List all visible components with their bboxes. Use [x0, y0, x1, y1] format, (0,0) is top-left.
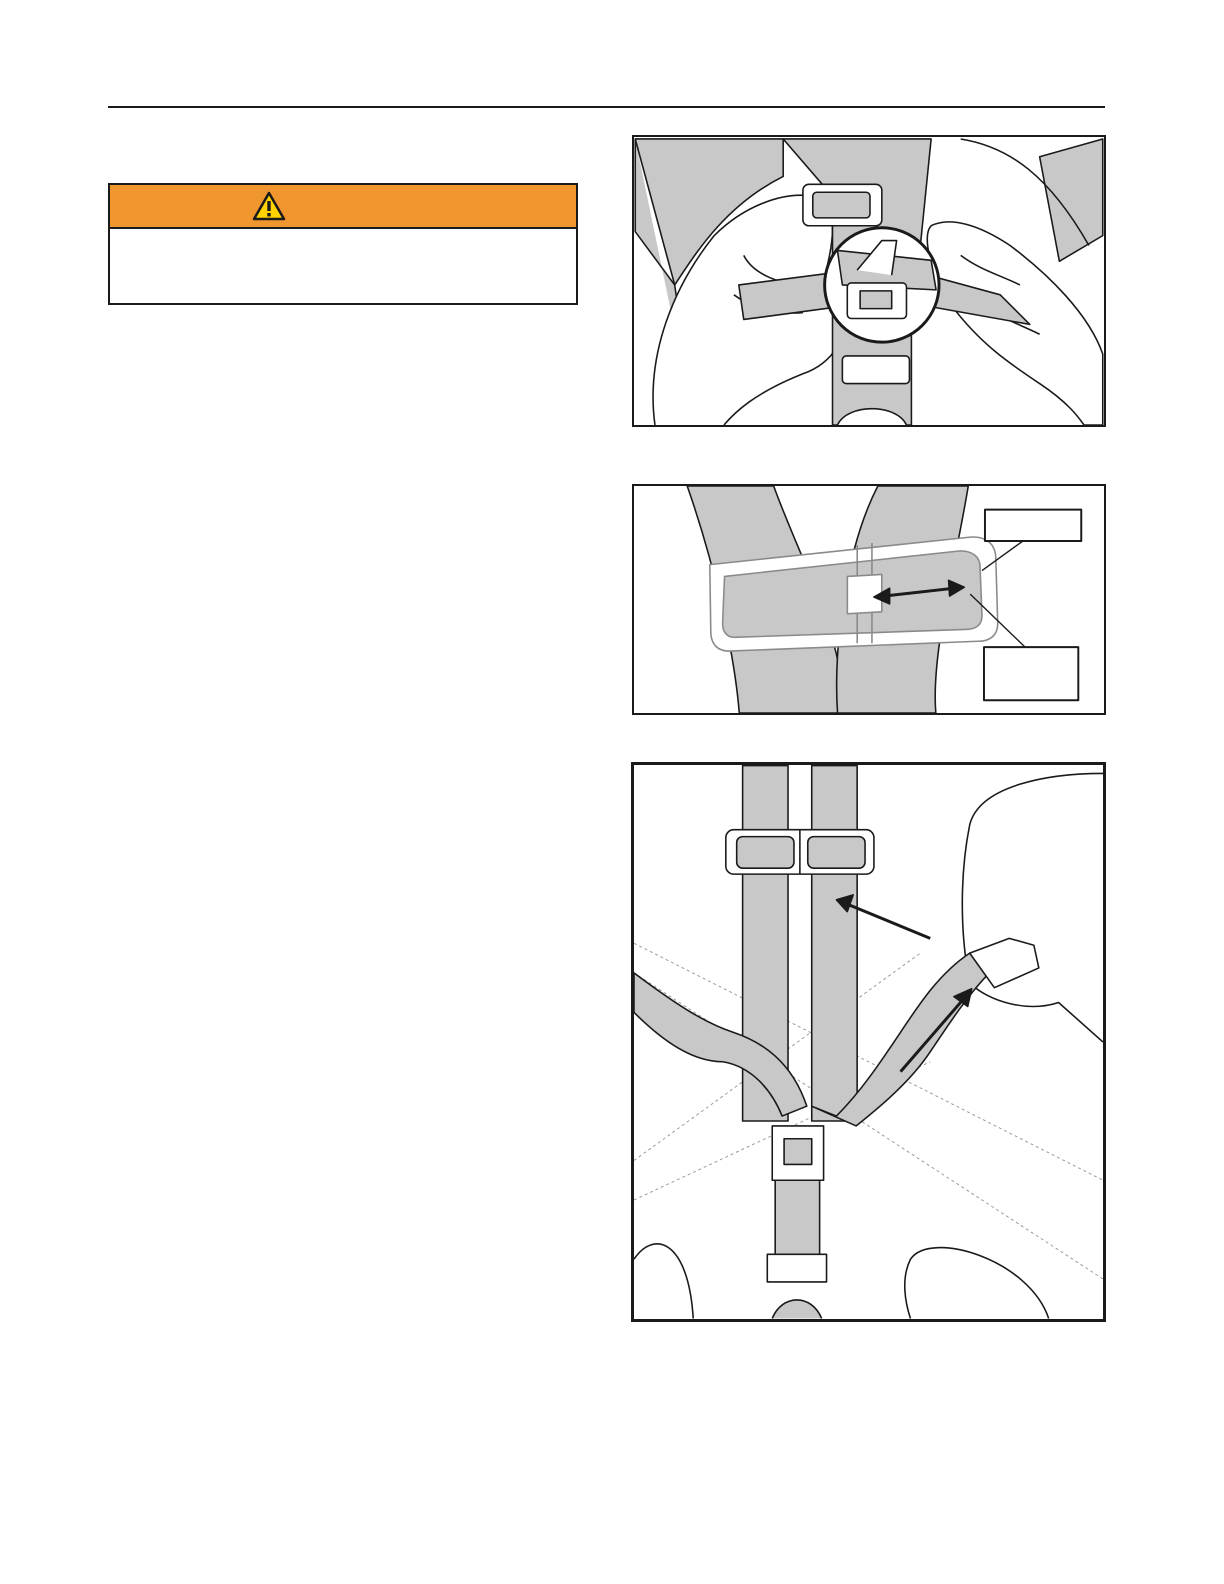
warning-text: [110, 229, 576, 249]
header-rule: [108, 106, 1105, 108]
fig1-illustration: [634, 137, 1104, 425]
harness-chest-clip-closeup-figure: [632, 135, 1106, 427]
fig3-illustration: [634, 765, 1103, 1319]
warning-header: [110, 185, 576, 229]
chest-clip-adjust-figure: [632, 484, 1106, 715]
warning-box: [108, 183, 578, 305]
fig2-illustration: [634, 486, 1104, 713]
warning-triangle-icon: [252, 191, 286, 221]
harness-buckle-routing-figure: [631, 762, 1106, 1322]
